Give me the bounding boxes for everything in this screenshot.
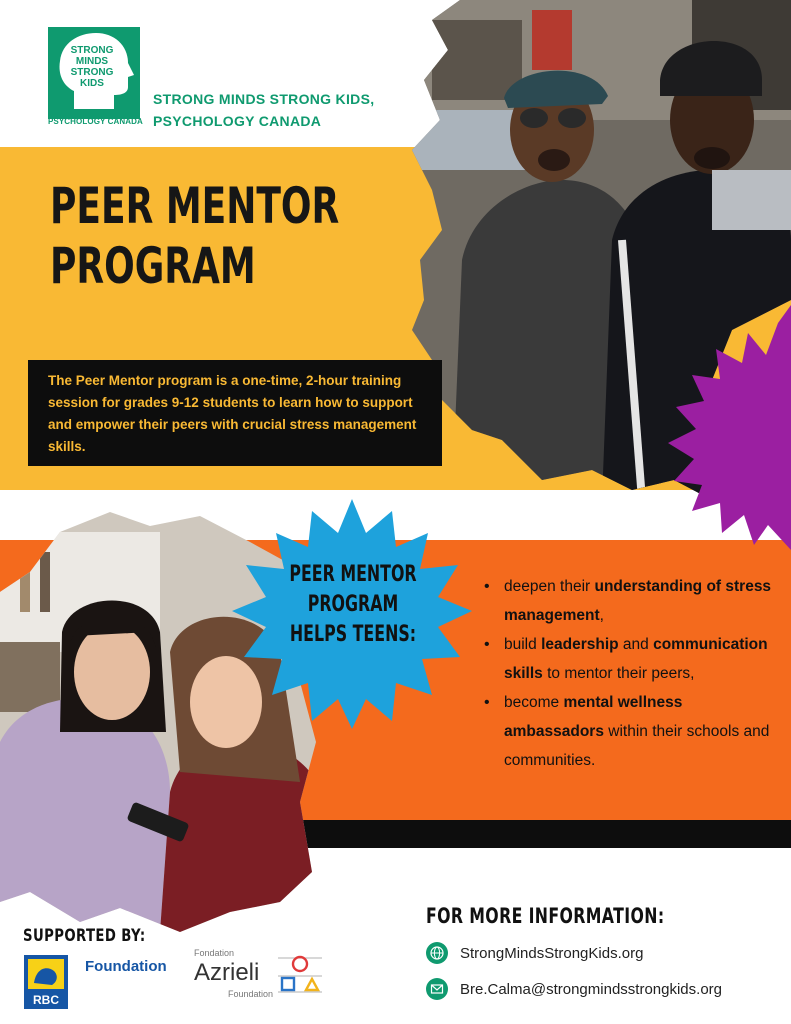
more-info-heading: FOR MORE INFORMATION:: [426, 904, 665, 928]
azrieli-shapes-logo: [278, 952, 322, 998]
helps-heading-line-3: HELPS TEENS:: [289, 622, 417, 647]
organization-name-line-1: STRONG MINDS STRONG KIDS,: [153, 91, 375, 107]
bullet-bold-text: mental wellness ambassadors: [504, 694, 683, 740]
azrieli-fondation-label: Fondation: [194, 948, 235, 958]
organization-name-line-2: PSYCHOLOGY CANADA: [153, 113, 322, 129]
bullet-bold-text: communication skills: [504, 636, 768, 682]
logo: [48, 27, 140, 119]
helps-heading-line-1: PEER MENTOR: [289, 562, 417, 587]
email-link[interactable]: Bre.Calma@strongmindsstrongkids.org: [460, 980, 722, 998]
helps-heading-line-2: PROGRAM: [307, 592, 399, 617]
website-row[interactable]: [426, 941, 643, 965]
logo-caption: PSYCHOLOGY CANADA: [48, 117, 143, 126]
list-item: [484, 688, 776, 775]
bullet-text: and: [618, 636, 654, 653]
bullet-text: build: [504, 636, 542, 653]
logo-line-3: STRONG: [70, 67, 114, 78]
envelope-icon: [426, 978, 448, 1000]
organization-name: [153, 88, 413, 132]
rbc-logo: [24, 955, 68, 1009]
azrieli-name: Azrieli: [194, 959, 260, 986]
bullet-text: within their schools and communities.: [504, 723, 770, 769]
page-title: [50, 176, 340, 296]
bullet-text: to mentor their peers,: [542, 665, 695, 682]
bullet-text: ,: [599, 607, 604, 624]
bullet-text: deepen their: [504, 578, 595, 595]
email-row[interactable]: [426, 977, 722, 1001]
title-line-2: PROGRAM: [50, 237, 256, 295]
list-item: [484, 630, 776, 688]
logo-line-1: STRONG: [70, 45, 114, 56]
program-description: The Peer Mentor program is a one-time, 2-hour training session for grades 9-12 students to learn how to support and empower their peers with crucial stress management skills.: [48, 373, 417, 454]
rbc-foundation-label: Foundation: [85, 958, 167, 975]
logo-line-4: KIDS: [80, 78, 104, 89]
bullet-bold-text: understanding of stress management: [504, 578, 772, 624]
globe-icon: [426, 942, 448, 964]
purple-starburst-shape: [668, 305, 791, 550]
supported-by-label: SUPPORTED BY:: [23, 926, 146, 946]
helps-teens-heading: [286, 560, 420, 650]
azrieli-foundation-label: Foundation: [228, 989, 274, 999]
bullet-bold-text: leadership: [541, 636, 619, 653]
bullet-text: become: [504, 694, 564, 711]
benefits-list: [484, 572, 776, 775]
title-line-1: PEER MENTOR: [50, 177, 340, 235]
rbc-logo-text: RBC: [33, 993, 59, 1007]
website-link[interactable]: StrongMindsStrongKids.org: [460, 944, 644, 962]
list-item: [484, 572, 776, 630]
logo-line-2: MINDS: [75, 56, 109, 67]
head-silhouette-icon: [52, 29, 136, 113]
